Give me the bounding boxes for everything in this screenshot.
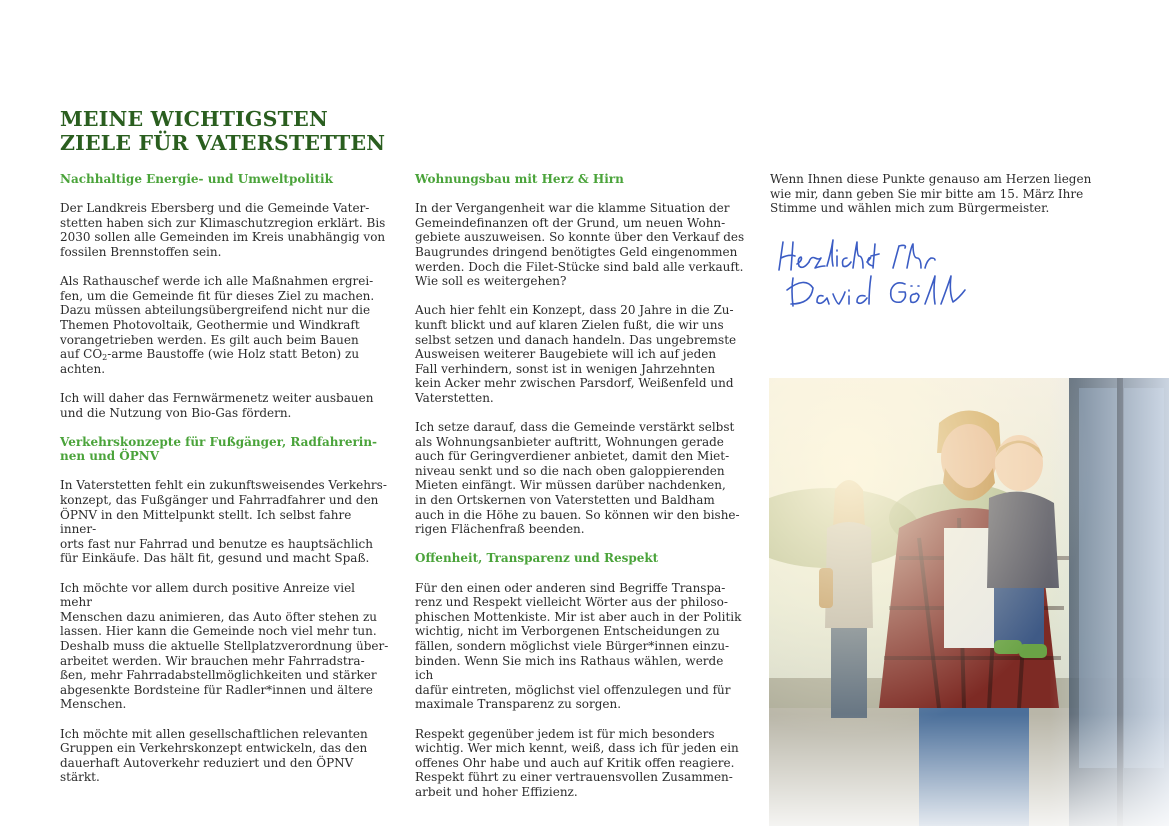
heading-housing: Wohnungsbau mit Herz & Hirn [415, 172, 624, 186]
paragraph: Auch hier fehlt ein Konzept, dass 20 Jahre in die Zu- kunft blickt und auf klaren Zielen fußt, die wir uns selbst setzen und danach handeln. Das ungebremste Ausweisen weiterer Baugebiete will ich auf jeden Fall verhindern, sonst ist in wenigen Jahrzehnten kein Acker mehr zwischen Parsdorf, Weißenfeld und Vaterstetten. [415, 303, 737, 405]
paragraph: Respekt gegenüber jedem ist für mich besonders wichtig. Wer mich kennt, weiß, dass ich für jeden ein offenes Ohr habe und auch auf Kritik offen reagiere. Respekt führt zu einer vertrauensvollen Zusammen- arbeit und hoher Effizienz. [415, 726, 739, 799]
paragraph: In der Vergangenheit war die klamme Situation der Gemeindefinanzen oft der Grund, um neuen Wohn- gebiete auszuweisen. So konnte über den Verkauf des Baugrundes dringend benötigtes Geld eingenommen werden. Doch die Filet-Stücke sind bald alle verkauft. Wie soll es weitergehen? [415, 201, 745, 289]
title-line-2: ZIELE FÜR VATERSTETTEN [60, 131, 386, 155]
paragraph-co2 [60, 274, 390, 376]
column-2 [415, 172, 745, 814]
campaign-photo [769, 378, 1169, 826]
paragraph: In Vaterstetten fehlt ein zukunftsweisendes Verkehrs- konzept, das Fußgänger und Fahrradfahrer und den ÖPNV in den Mittelpunkt stellt. Ich selbst fahre inner- orts fast nur Fahrrad und benutze es hauptsächlich für Einkäufe. Das hält fit, gesund und macht Spaß. [60, 478, 387, 566]
co2-subscript: 2 [102, 353, 108, 363]
paragraph: Ich setze darauf, dass die Gemeinde verstärkt selbst als Wohnungsanbieter auftritt, Wohnungen gerade auch für Geringverdiener anbietet, damit den Miet- niveau senkt und so die nach oben galoppierenden Mieten einfängt. Wir müssen darüber nachdenken, in den Ortskernen von Vaterstetten und Baldham auch in die Höhe zu bauen. So können wir den bishe- rigen Flächenfraß beenden. [415, 420, 740, 537]
heading-traffic: Verkehrskonzepte für Fußgänger, Radfahrerin- nen und ÖPNV [60, 434, 378, 464]
paragraph-co2-text-b: -arme Baustoffe (wie Holz statt Beton) zu achten. [60, 347, 360, 376]
heading-energy: Nachhaltige Energie- und Umweltpolitik [60, 172, 333, 186]
handwritten-signature [775, 232, 985, 312]
paragraph: Für den einen oder anderen sind Begriffe Transpa- renz und Respekt vielleicht Wörter aus der philoso- phischen Mottenkiste. Mir ist aber auch in der Politik wichtig, nicht im Verborgenen Entscheidungen zu fällen, sondern möglichst viele Bürger*innen einzu- binden. Wenn Sie mich ins Rathaus wählen, werde ich dafür eintreten, möglichst viel offenzulegen und für maximale Transparenz zu sorgen. [415, 580, 742, 712]
heading-transparency: Offenheit, Transparenz und Respekt [415, 551, 659, 566]
paragraph: Ich möchte mit allen gesellschaftlichen relevanten Gruppen ein Verkehrskonzept entwickeln, das den dauerhaft Autoverkehr reduziert und den ÖPNV stärkt. [60, 726, 368, 785]
column-1 [60, 172, 390, 800]
paragraph-co2-text-a: Als Rathauschef werde ich alle Maßnahmen ergrei- fen, um die Gemeinde fit für dieses Ziel zu machen. Dazu müssen abteilungsübergreifend nicht nur die Themen Photovoltaik, Geothermie und Windkraft vorangetrieben werden. Es gilt auch beim Bauen auf CO [60, 274, 375, 362]
page-title [60, 107, 385, 155]
paragraph: Der Landkreis Ebersberg und die Gemeinde Vater- stetten haben sich zur Klimaschutzregion erklärt. Bis 2030 sollen alle Gemeinden im Kreis unabhängig von fossilen Brennstoffen sein. [60, 201, 386, 259]
paragraph: Ich möchte vor allem durch positive Anreize viel mehr Menschen dazu animieren, das Auto öfter stehen zu lassen. Hier kann die Gemeinde noch viel mehr tun. Deshalb muss die aktuelle Stellplatzverordnung über- arbeitet werden. Wir brauchen mehr Fahrradstra- ßen, mehr Fahrradabstellmöglichkeiten und stärker abgesenkte Bordsteine für Radler*innen und ältere Menschen. [60, 580, 389, 712]
title-line-1: MEINE WICHTIGSTEN [60, 107, 328, 131]
column-3 [770, 172, 1110, 230]
paragraph: Ich will daher das Fernwärmenetz weiter ausbauen und die Nutzung von Bio-Gas fördern. [60, 390, 374, 420]
closing-paragraph: Wenn Ihnen diese Punkte genauso am Herzen liegen wie mir, dann geben Sie mir bitte am 15. März Ihre Stimme und wählen mich zum Bürgermeister. [770, 172, 1092, 216]
